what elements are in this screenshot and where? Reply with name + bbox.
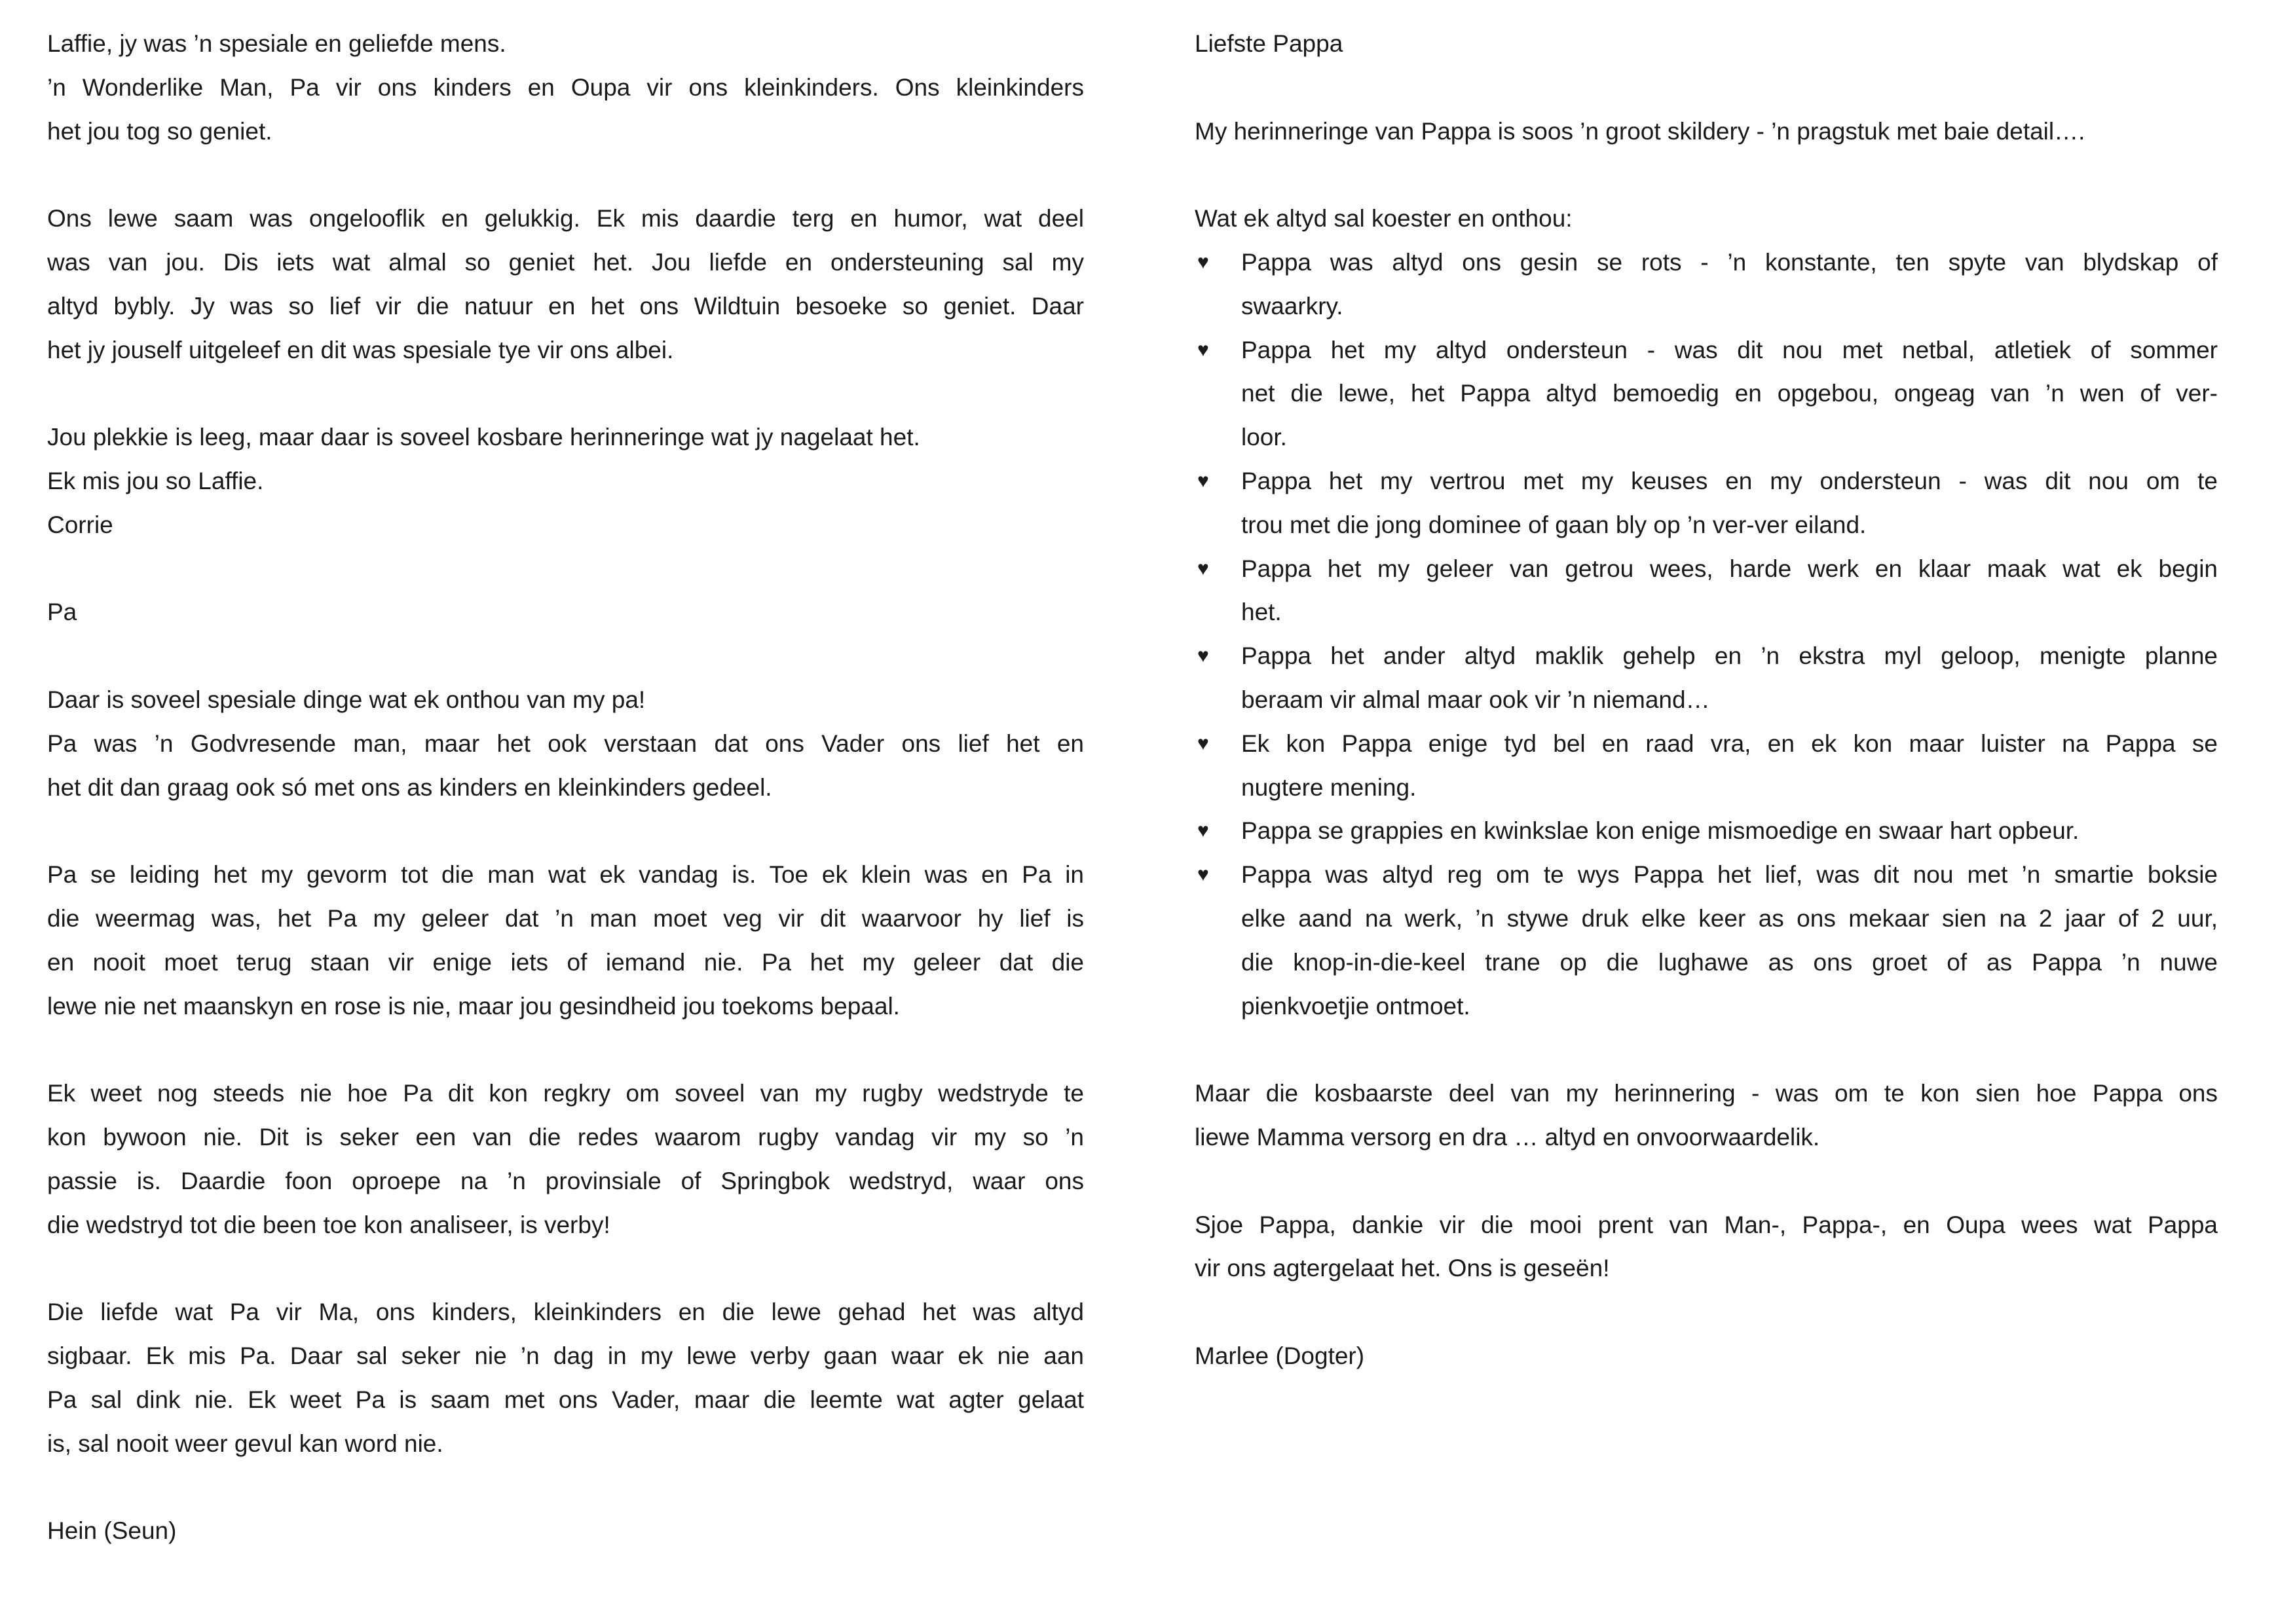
heart-bullet-icon: ♥	[1197, 470, 1209, 492]
text-line: Pa	[47, 599, 77, 626]
text-line: sigbaar. Ek mis Pa. Daar sal seker nie ’n dag in my lewe verby gaan waar ek nie aan	[47, 1342, 1084, 1369]
text-line: net die lewe, het Pappa altyd bemoedig en opgebou, ongeag van ’n wen of ver-	[1241, 380, 2218, 407]
text-line: Pa was ’n Godvresende man, maar het ook verstaan dat ons Vader ons lief het en	[47, 729, 1084, 757]
text-line: Laffie, jy was ’n spesiale en geliefde mens.	[47, 30, 506, 57]
paragraph	[1195, 1335, 2218, 1378]
heart-bullet-icon: ♥	[1197, 557, 1209, 580]
text-line: swaarkry.	[1241, 292, 1343, 320]
list-item	[1195, 722, 2218, 810]
greeting-line: Liefste Pappa	[1195, 30, 1343, 57]
text-line: ’n Wonderlike Man, Pa vir ons kinders en Oupa vir ons kleinkinders. Ons kleinkinders	[47, 73, 1084, 101]
text-line: was van jou. Dis iets wat almal so geniet het. Jou liefde en ondersteuning sal my	[47, 248, 1084, 276]
text-line: het.	[1241, 599, 1282, 626]
list-item	[1195, 329, 2218, 460]
text-line: Pappa was altyd ons gesin se rots - ’n konstante, ten spyte van blydskap of	[1241, 248, 2218, 276]
text-line: pienkvoetjie ontmoet.	[1241, 992, 1470, 1020]
text-line: elke aand na werk, ’n stywe druk elke keer as ons mekaar sien na 2 jaar of 2 uur,	[1241, 904, 2218, 932]
text-line: Jou plekkie is leeg, maar daar is soveel kosbare herinneringe wat jy nagelaat het.	[47, 424, 920, 451]
text-line: passie is. Daardie foon oproepe na ’n provinsiale of Springbok wedstryd, waar ons	[47, 1167, 1084, 1194]
text-line: Pappa het my altyd ondersteun - was dit nou met netbal, atletiek of sommer	[1241, 336, 2218, 363]
text-line: Ons lewe saam was ongelooflik en gelukkig. Ek mis daardie terg en humor, wat deel	[47, 205, 1084, 232]
text-line: Pa sal dink nie. Ek weet Pa is saam met ons Vader, maar die leemte wat agter gelaat	[47, 1386, 1084, 1413]
text-line: vir ons agtergelaat het. Ons is geseën!	[1195, 1255, 1610, 1282]
intro-line: My herinneringe van Pappa is soos ’n groot skildery - ’n pragstuk met baie detail….	[1195, 117, 2085, 145]
list-item	[1195, 460, 2218, 547]
heart-bullet-icon: ♥	[1197, 820, 1209, 842]
greeting	[1195, 22, 2218, 66]
text-line: en nooit moet terug staan vir enige iets of iemand nie. Pa het my geleer dat die	[47, 948, 1084, 976]
text-line: Ek weet nog steeds nie hoe Pa dit kon regkry om soveel van my rugby wedstryde te	[47, 1080, 1084, 1107]
left-letter-column	[47, 22, 1084, 1597]
text-line: kon bywoon nie. Dit is seker een van die redes waarom rugby vandag vir my so ’n	[47, 1123, 1084, 1151]
text-line: die weermag was, het Pa my geleer dat ’n man moet veg vir dit waarvoor hy lief is	[47, 904, 1084, 932]
text-line: Pappa was altyd reg om te wys Pappa het lief, was dit nou met ’n smartie boksie	[1241, 861, 2218, 889]
paragraph	[47, 1291, 1084, 1466]
text-line: Hein (Seun)	[47, 1517, 177, 1545]
paragraph	[47, 22, 1084, 153]
paragraph	[47, 678, 1084, 809]
text-line: die knop-in-die-keel trane op die lughawe as ons groet of as Pappa ’n nuwe	[1241, 948, 2218, 976]
text-line: Pappa het my geleer van getrou wees, harde werk en klaar maak wat ek begin	[1241, 555, 2218, 582]
text-line: Corrie	[47, 511, 113, 538]
paragraph	[1195, 1204, 2218, 1291]
heart-bullet-icon: ♥	[1197, 339, 1209, 361]
text-line: is, sal nooit weer gevul kan word nie.	[47, 1430, 443, 1457]
paragraph	[47, 1072, 1084, 1247]
text-line: loor.	[1241, 424, 1287, 451]
text-line: Sjoe Pappa, dankie vir die mooi prent van Man-, Pappa-, en Oupa wees wat Pappa	[1195, 1211, 2218, 1238]
text-line: het jy jouself uitgeleef en dit was spesiale tye vir ons albei.	[47, 336, 674, 363]
text-line: liewe Mamma versorg en dra … altyd en onvoorwaardelik.	[1195, 1123, 1820, 1151]
text-line: Ek mis jou so Laffie.	[47, 467, 264, 494]
text-line: Marlee (Dogter)	[1195, 1342, 1365, 1369]
list-item	[1195, 809, 2218, 853]
text-line: Pappa het ander altyd maklik gehelp en ’n ekstra myl geloop, menigte planne	[1241, 642, 2218, 670]
text-line: trou met die jong dominee of gaan bly op ’n ver-ver eiland.	[1241, 511, 1867, 538]
paragraph	[47, 1509, 1084, 1553]
list-item	[1195, 241, 2218, 329]
text-line: lewe nie net maanskyn en rose is nie, maar jou gesindheid jou toekoms bepaal.	[47, 992, 900, 1020]
paragraph	[47, 591, 1084, 635]
paragraph	[1195, 1072, 2218, 1160]
heart-bullet-icon: ♥	[1197, 732, 1209, 754]
text-line: Die liefde wat Pa vir Ma, ons kinders, kleinkinders en die lewe gehad het was altyd	[47, 1299, 1084, 1326]
text-line: beraam vir almal maar ook vir ’n niemand…	[1241, 686, 1710, 713]
heart-bullet-icon: ♥	[1197, 864, 1209, 886]
intro-paragraph	[1195, 110, 2218, 154]
list-heading: Wat ek altyd sal koester en onthou:	[1195, 205, 1573, 232]
right-letter-column	[1195, 22, 2218, 1422]
text-line: nugtere mening.	[1241, 773, 1417, 801]
text-line: het jou tog so geniet.	[47, 117, 272, 145]
text-line: het dit dan graag ook só met ons as kinders en kleinkinders gedeel.	[47, 773, 772, 801]
text-line: Ek kon Pappa enige tyd bel en raad vra, en ek kon maar luister na Pappa se	[1241, 729, 2218, 757]
closing-section	[1195, 1072, 2218, 1378]
text-line: Maar die kosbaarste deel van my herinnering - was om te kon sien hoe Pappa ons	[1195, 1080, 2218, 1107]
paragraph	[47, 197, 1084, 372]
text-line: Pappa het my vertrou met my keuses en my ondersteun - was dit nou om te	[1241, 467, 2218, 494]
paragraph	[47, 416, 1084, 547]
heart-bullet-icon: ♥	[1197, 251, 1209, 273]
paragraph	[47, 853, 1084, 1028]
heart-bullet-icon: ♥	[1197, 645, 1209, 667]
text-line: Pappa se grappies en kwinkslae kon enige mismoedige en swaar hart opbeur.	[1241, 817, 2080, 845]
text-line: die wedstryd tot die been toe kon analiseer, is verby!	[47, 1211, 610, 1238]
list-item	[1195, 853, 2218, 1028]
text-line: Daar is soveel spesiale dinge wat ek onthou van my pa!	[47, 686, 646, 713]
list-item	[1195, 635, 2218, 722]
text-line: altyd bybly. Jy was so lief vir die natuur en het ons Wildtuin besoeke so geniet. Daar	[47, 292, 1084, 320]
text-line: Pa se leiding het my gevorm tot die man wat ek vandag is. Toe ek klein was en Pa in	[47, 861, 1084, 889]
list-item	[1195, 547, 2218, 635]
memory-list	[1195, 241, 2218, 1028]
